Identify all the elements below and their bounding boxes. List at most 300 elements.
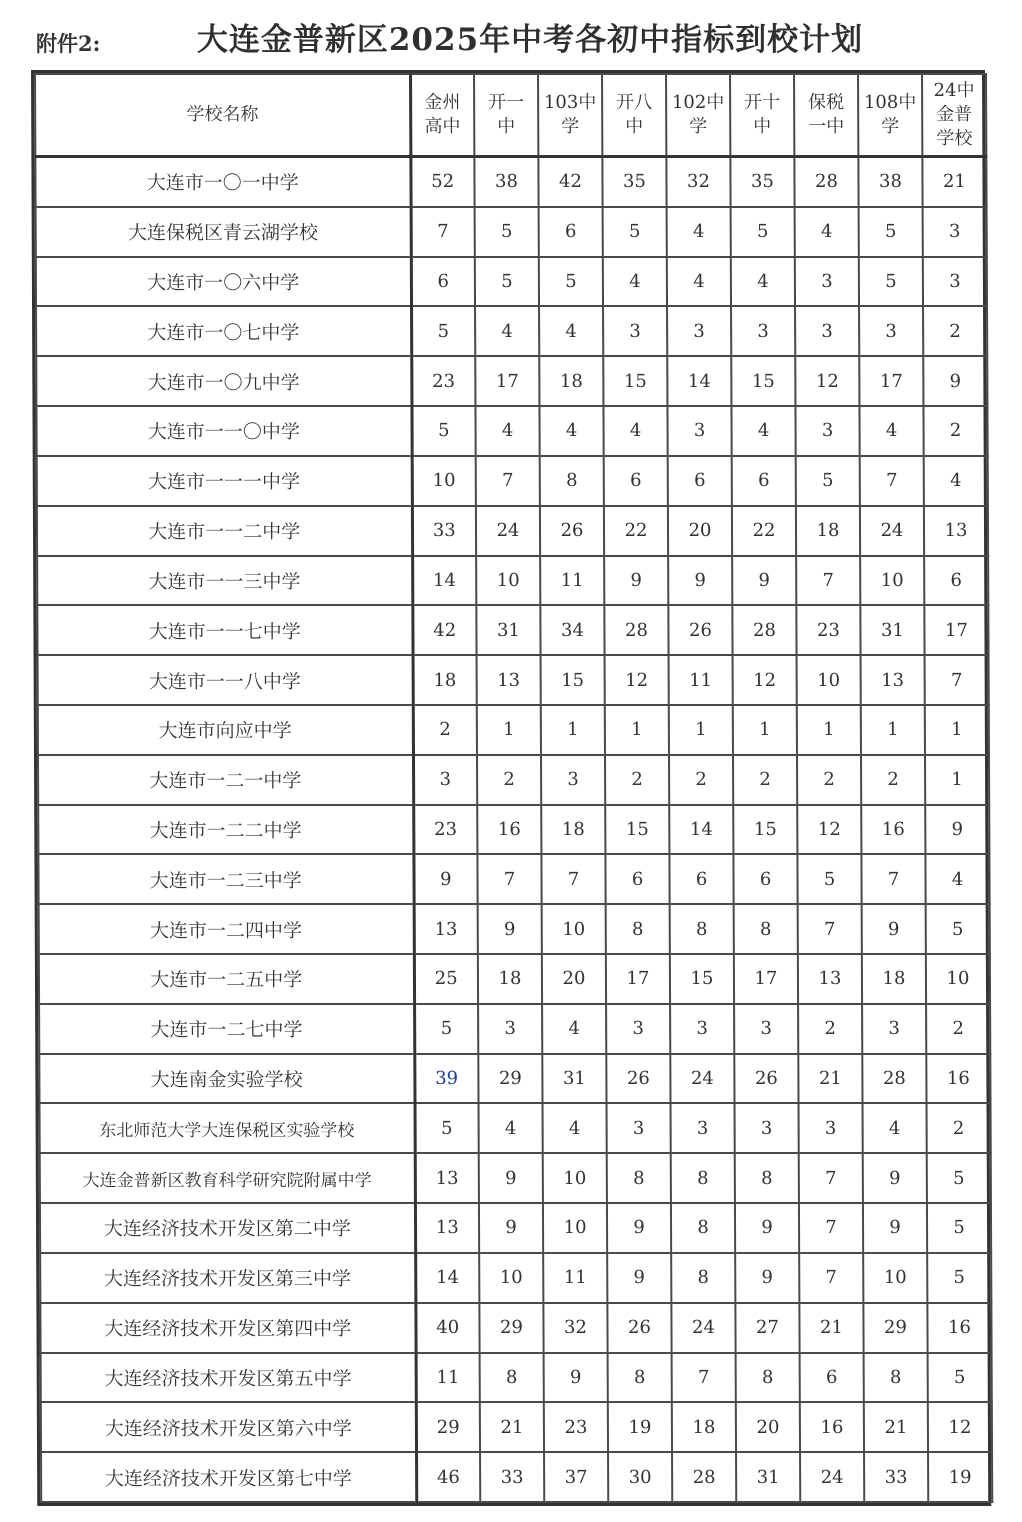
quota-cell: 5 bbox=[603, 207, 667, 257]
quota-cell: 17 bbox=[924, 605, 988, 655]
table-row bbox=[40, 1303, 991, 1353]
quota-cell: 4 bbox=[924, 456, 988, 506]
column-header-line: 中 bbox=[753, 116, 772, 137]
quota-cell: 1 bbox=[925, 705, 989, 755]
quota-cell: 7 bbox=[541, 854, 605, 904]
quota-cell: 33 bbox=[864, 1452, 928, 1502]
quota-cell: 3 bbox=[799, 1103, 863, 1153]
column-header-line: 开八 bbox=[616, 92, 653, 113]
quota-cell: 7 bbox=[861, 854, 925, 904]
quota-cell: 17 bbox=[475, 356, 539, 406]
quota-cell: 34 bbox=[540, 605, 604, 655]
quota-cell: 5 bbox=[475, 257, 539, 307]
quota-cell: 21 bbox=[799, 1303, 863, 1353]
quota-cell: 35 bbox=[602, 157, 666, 207]
quota-cell: 14 bbox=[415, 1253, 479, 1303]
school-name-cell: 大连市一二三中学 bbox=[38, 854, 413, 904]
quota-cell: 5 bbox=[859, 207, 923, 257]
quota-cell: 26 bbox=[606, 1054, 670, 1104]
quota-cell: 13 bbox=[861, 655, 925, 705]
quota-cell: 3 bbox=[478, 1004, 542, 1054]
school-name-cell: 大连市一〇九中学 bbox=[36, 356, 411, 406]
quota-cell: 38 bbox=[858, 157, 922, 207]
quota-cell: 8 bbox=[671, 1203, 735, 1253]
quota-cell: 8 bbox=[607, 1153, 671, 1203]
quota-cell: 52 bbox=[410, 157, 474, 207]
quota-cell: 5 bbox=[539, 257, 603, 307]
quota-cell: 8 bbox=[864, 1353, 928, 1403]
quota-cell: 11 bbox=[669, 655, 733, 705]
school-name-cell: 大连市向应中学 bbox=[38, 705, 413, 755]
quota-cell: 12 bbox=[928, 1402, 992, 1452]
quota-cell: 7 bbox=[799, 1153, 863, 1203]
quota-cell: 14 bbox=[412, 556, 476, 606]
school-name-header: 学校名称 bbox=[35, 74, 410, 157]
quota-cell: 9 bbox=[478, 904, 542, 954]
quota-cell: 11 bbox=[543, 1253, 607, 1303]
quota-cell: 3 bbox=[541, 755, 605, 805]
quota-cell: 35 bbox=[730, 157, 794, 207]
quota-cell: 2 bbox=[861, 755, 925, 805]
table-row bbox=[39, 904, 990, 954]
table-row bbox=[40, 1253, 991, 1303]
table-row bbox=[41, 1402, 992, 1452]
quota-cell: 10 bbox=[412, 456, 476, 506]
quota-cell: 8 bbox=[734, 904, 798, 954]
column-header-line: 开一 bbox=[488, 92, 525, 113]
quota-cell: 6 bbox=[604, 456, 668, 506]
quota-cell: 3 bbox=[734, 1004, 798, 1054]
quota-cell: 8 bbox=[671, 1253, 735, 1303]
column-header-line: 学校 bbox=[936, 128, 973, 149]
quota-cell: 7 bbox=[798, 904, 862, 954]
quota-cell: 20 bbox=[542, 954, 606, 1004]
quota-cell: 6 bbox=[732, 456, 796, 506]
quota-cell: 1 bbox=[797, 705, 861, 755]
quota-cell: 8 bbox=[671, 1153, 735, 1203]
quota-cell: 10 bbox=[797, 655, 861, 705]
school-name-cell: 大连市一二一中学 bbox=[38, 755, 413, 805]
quota-cell: 15 bbox=[733, 805, 797, 855]
table-row bbox=[39, 1004, 990, 1054]
quota-cell: 3 bbox=[667, 406, 731, 456]
quota-cell: 17 bbox=[734, 954, 798, 1004]
quota-table bbox=[34, 73, 993, 1503]
quota-cell: 3 bbox=[670, 1004, 734, 1054]
quota-cell: 19 bbox=[928, 1452, 992, 1502]
quota-cell: 9 bbox=[862, 904, 926, 954]
quota-cell: 3 bbox=[862, 1004, 926, 1054]
quota-cell: 1 bbox=[477, 705, 541, 755]
quota-cell: 7 bbox=[477, 854, 541, 904]
school-name-cell: 大连市一二二中学 bbox=[38, 805, 413, 855]
quota-cell: 4 bbox=[603, 406, 667, 456]
column-header bbox=[922, 74, 986, 157]
quota-cell: 3 bbox=[795, 406, 859, 456]
quota-cell: 8 bbox=[608, 1353, 672, 1403]
quota-cell: 5 bbox=[731, 207, 795, 257]
school-name-cell: 大连市一二七中学 bbox=[39, 1004, 414, 1054]
quota-cell: 15 bbox=[603, 356, 667, 406]
quota-cell: 16 bbox=[477, 805, 541, 855]
quota-cell: 18 bbox=[862, 954, 926, 1004]
quota-cell: 2 bbox=[926, 1004, 990, 1054]
quota-cell: 1 bbox=[861, 705, 925, 755]
quota-cell: 21 bbox=[798, 1054, 862, 1104]
quota-cell: 42 bbox=[538, 157, 602, 207]
quota-cell: 6 bbox=[800, 1353, 864, 1403]
quota-cell: 25 bbox=[414, 954, 478, 1004]
quota-cell: 23 bbox=[411, 356, 475, 406]
quota-cell: 8 bbox=[606, 904, 670, 954]
column-header-line: 金普 bbox=[936, 104, 973, 125]
quota-cell: 1 bbox=[605, 705, 669, 755]
quota-cell: 2 bbox=[413, 705, 477, 755]
table-row bbox=[37, 456, 988, 506]
quota-cell: 4 bbox=[475, 306, 539, 356]
quota-cell: 32 bbox=[666, 157, 730, 207]
quota-cell: 24 bbox=[671, 1303, 735, 1353]
quota-cell: 10 bbox=[542, 904, 606, 954]
quota-cell: 18 bbox=[413, 655, 477, 705]
quota-cell: 13 bbox=[415, 1203, 479, 1253]
quota-cell: 3 bbox=[606, 1004, 670, 1054]
quota-cell: 3 bbox=[603, 306, 667, 356]
quota-cell: 4 bbox=[543, 1103, 607, 1153]
school-name-cell: 大连市一一〇中学 bbox=[36, 406, 411, 456]
quota-cell: 26 bbox=[668, 605, 732, 655]
school-name-cell: 东北师范大学大连保税区实验学校 bbox=[40, 1103, 415, 1153]
quota-cell: 9 bbox=[413, 854, 477, 904]
quota-cell: 3 bbox=[667, 306, 731, 356]
quota-cell: 21 bbox=[480, 1402, 544, 1452]
quota-cell: 5 bbox=[927, 1253, 991, 1303]
quota-cell: 2 bbox=[798, 1004, 862, 1054]
quota-cell: 20 bbox=[736, 1402, 800, 1452]
quota-cell: 9 bbox=[863, 1203, 927, 1253]
quota-cell: 5 bbox=[859, 257, 923, 307]
quota-cell: 10 bbox=[860, 556, 924, 606]
quota-cell: 2 bbox=[669, 755, 733, 805]
table-row bbox=[38, 805, 989, 855]
quota-cell: 14 bbox=[667, 356, 731, 406]
quota-cell: 31 bbox=[476, 605, 540, 655]
quota-cell: 5 bbox=[797, 854, 861, 904]
quota-cell: 8 bbox=[670, 904, 734, 954]
quota-cell: 33 bbox=[412, 506, 476, 556]
quota-cell: 37 bbox=[544, 1452, 608, 1502]
document-title: 大连金普新区2025年中考各初中指标到校计划 bbox=[196, 22, 864, 58]
quota-cell: 14 bbox=[669, 805, 733, 855]
quota-cell: 7 bbox=[799, 1253, 863, 1303]
table-row bbox=[37, 605, 988, 655]
table-row bbox=[36, 406, 987, 456]
table-row bbox=[36, 306, 987, 356]
table-header bbox=[35, 74, 986, 157]
quota-cell: 18 bbox=[541, 805, 605, 855]
quota-cell: 27 bbox=[735, 1303, 799, 1353]
quota-cell: 39 bbox=[414, 1054, 478, 1104]
column-header bbox=[538, 74, 602, 157]
quota-cell: 5 bbox=[411, 306, 475, 356]
quota-cell: 4 bbox=[475, 406, 539, 456]
quota-cell: 16 bbox=[927, 1303, 991, 1353]
quota-cell: 18 bbox=[672, 1402, 736, 1452]
table-row bbox=[40, 1103, 991, 1153]
quota-cell: 4 bbox=[539, 306, 603, 356]
quota-cell: 29 bbox=[416, 1402, 480, 1452]
quota-cell: 15 bbox=[731, 356, 795, 406]
school-name-cell: 大连经济技术开发区第四中学 bbox=[40, 1303, 415, 1353]
quota-cell: 4 bbox=[731, 257, 795, 307]
quota-cell: 42 bbox=[412, 605, 476, 655]
quota-cell: 13 bbox=[415, 1153, 479, 1203]
quota-cell: 4 bbox=[542, 1004, 606, 1054]
quota-cell: 4 bbox=[539, 406, 603, 456]
school-name-cell: 大连市一一一中学 bbox=[37, 456, 412, 506]
table-row bbox=[38, 755, 989, 805]
quota-cell: 2 bbox=[927, 1103, 991, 1153]
column-header-line: 学 bbox=[689, 116, 708, 137]
quota-cell: 9 bbox=[479, 1203, 543, 1253]
quota-cell: 38 bbox=[474, 157, 538, 207]
quota-cell: 1 bbox=[541, 705, 605, 755]
school-name-cell: 大连市一一二中学 bbox=[37, 506, 412, 556]
quota-cell: 1 bbox=[669, 705, 733, 755]
quota-cell: 28 bbox=[862, 1054, 926, 1104]
school-name-cell: 大连经济技术开发区第二中学 bbox=[40, 1203, 415, 1253]
quota-cell: 21 bbox=[864, 1402, 928, 1452]
quota-cell: 9 bbox=[735, 1253, 799, 1303]
quota-cell: 16 bbox=[800, 1402, 864, 1452]
table-body bbox=[35, 157, 992, 1503]
table-row bbox=[36, 207, 987, 257]
quota-cell: 9 bbox=[607, 1253, 671, 1303]
quota-cell: 13 bbox=[414, 904, 478, 954]
quota-cell: 4 bbox=[731, 406, 795, 456]
quota-cell: 9 bbox=[923, 356, 987, 406]
school-name-cell: 大连市一二四中学 bbox=[39, 904, 414, 954]
quota-cell: 15 bbox=[670, 954, 734, 1004]
quota-cell: 2 bbox=[923, 406, 987, 456]
table-row bbox=[36, 257, 987, 307]
quota-cell: 17 bbox=[606, 954, 670, 1004]
table-row bbox=[38, 705, 989, 755]
column-header-line: 一中 bbox=[808, 116, 845, 137]
quota-cell: 23 bbox=[544, 1402, 608, 1452]
table-row bbox=[40, 1203, 991, 1253]
quota-cell: 9 bbox=[735, 1203, 799, 1253]
quota-cell: 15 bbox=[541, 655, 605, 705]
quota-cell: 9 bbox=[607, 1203, 671, 1253]
quota-cell: 8 bbox=[540, 456, 604, 506]
quota-cell: 10 bbox=[476, 556, 540, 606]
quota-cell: 5 bbox=[411, 406, 475, 456]
quota-cell: 5 bbox=[414, 1004, 478, 1054]
quota-cell: 20 bbox=[668, 506, 732, 556]
school-name-cell: 大连经济技术开发区第七中学 bbox=[41, 1452, 416, 1502]
table-row bbox=[39, 1054, 990, 1104]
school-name-cell: 大连金普新区教育科学研究院附属中学 bbox=[40, 1153, 415, 1203]
quota-cell: 7 bbox=[476, 456, 540, 506]
column-header-line: 108中 bbox=[863, 92, 917, 113]
quota-cell: 18 bbox=[796, 506, 860, 556]
quota-cell: 28 bbox=[732, 605, 796, 655]
quota-cell: 28 bbox=[794, 157, 858, 207]
column-header-line: 102中 bbox=[671, 92, 725, 113]
quota-cell: 4 bbox=[795, 207, 859, 257]
quota-cell: 16 bbox=[861, 805, 925, 855]
column-header-line: 金州 bbox=[424, 92, 461, 113]
quota-cell: 19 bbox=[608, 1402, 672, 1452]
quota-cell: 6 bbox=[411, 257, 475, 307]
column-header-line: 高中 bbox=[424, 116, 461, 137]
quota-cell: 5 bbox=[928, 1353, 992, 1403]
quota-cell: 28 bbox=[672, 1452, 736, 1502]
school-name-cell: 大连市一二五中学 bbox=[39, 954, 414, 1004]
quota-cell: 9 bbox=[604, 556, 668, 606]
school-name-cell: 大连市一一七中学 bbox=[37, 605, 412, 655]
quota-cell: 4 bbox=[603, 257, 667, 307]
quota-cell: 29 bbox=[479, 1303, 543, 1353]
quota-cell: 4 bbox=[863, 1103, 927, 1153]
quota-cell: 26 bbox=[540, 506, 604, 556]
quota-cell: 9 bbox=[544, 1353, 608, 1403]
quota-cell: 23 bbox=[413, 805, 477, 855]
quota-cell: 8 bbox=[735, 1153, 799, 1203]
quota-cell: 32 bbox=[543, 1303, 607, 1353]
quota-cell: 7 bbox=[672, 1353, 736, 1403]
attachment-label: 附件2: bbox=[36, 31, 101, 56]
table-row bbox=[39, 954, 990, 1004]
table-row bbox=[38, 655, 989, 705]
quota-cell: 9 bbox=[925, 805, 989, 855]
table-row bbox=[37, 506, 988, 556]
quota-cell: 24 bbox=[800, 1452, 864, 1502]
column-header-line: 保税 bbox=[808, 92, 845, 113]
column-header bbox=[602, 74, 666, 157]
quota-cell: 18 bbox=[478, 954, 542, 1004]
quota-cell: 29 bbox=[863, 1303, 927, 1353]
school-name-cell: 大连市一一三中学 bbox=[37, 556, 412, 606]
table-row bbox=[35, 157, 986, 207]
quota-cell: 31 bbox=[860, 605, 924, 655]
quota-cell: 5 bbox=[475, 207, 539, 257]
quota-cell: 4 bbox=[925, 854, 989, 904]
quota-cell: 3 bbox=[735, 1103, 799, 1153]
quota-cell: 7 bbox=[796, 556, 860, 606]
school-name-cell: 大连市一〇一中学 bbox=[35, 157, 410, 207]
quota-cell: 12 bbox=[605, 655, 669, 705]
table-row bbox=[40, 1153, 991, 1203]
quota-cell: 9 bbox=[668, 556, 732, 606]
quota-cell: 22 bbox=[732, 506, 796, 556]
quota-cell: 46 bbox=[416, 1452, 480, 1502]
quota-cell: 3 bbox=[923, 257, 987, 307]
quota-cell: 10 bbox=[543, 1153, 607, 1203]
quota-cell: 13 bbox=[477, 655, 541, 705]
quota-cell: 24 bbox=[476, 506, 540, 556]
quota-cell: 30 bbox=[608, 1452, 672, 1502]
quota-cell: 5 bbox=[926, 904, 990, 954]
quota-cell: 9 bbox=[863, 1153, 927, 1203]
table-row bbox=[38, 854, 989, 904]
quota-cell: 2 bbox=[477, 755, 541, 805]
column-header-line: 103中 bbox=[543, 92, 597, 113]
quota-cell: 29 bbox=[478, 1054, 542, 1104]
quota-cell: 6 bbox=[924, 556, 988, 606]
school-name-cell: 大连经济技术开发区第六中学 bbox=[41, 1402, 416, 1452]
school-name-cell: 大连市一〇六中学 bbox=[36, 257, 411, 307]
quota-cell: 4 bbox=[667, 207, 731, 257]
quota-cell: 5 bbox=[796, 456, 860, 506]
column-header-line: 学 bbox=[561, 116, 580, 137]
quota-cell: 6 bbox=[669, 854, 733, 904]
quota-cell: 3 bbox=[795, 306, 859, 356]
quota-cell: 3 bbox=[795, 257, 859, 307]
quota-cell: 5 bbox=[927, 1203, 991, 1253]
quota-cell: 11 bbox=[540, 556, 604, 606]
quota-cell: 22 bbox=[604, 506, 668, 556]
quota-cell: 10 bbox=[863, 1253, 927, 1303]
quota-cell: 3 bbox=[413, 755, 477, 805]
column-header bbox=[858, 74, 922, 157]
table-row bbox=[36, 356, 987, 406]
quota-cell: 7 bbox=[860, 456, 924, 506]
column-header-line: 开十 bbox=[744, 92, 781, 113]
column-header bbox=[666, 74, 730, 157]
column-header bbox=[794, 74, 858, 157]
quota-cell: 33 bbox=[480, 1452, 544, 1502]
quota-cell: 13 bbox=[924, 506, 988, 556]
quota-cell: 13 bbox=[798, 954, 862, 1004]
school-name-cell: 大连市一一八中学 bbox=[38, 655, 413, 705]
column-header bbox=[730, 74, 794, 157]
quota-cell: 7 bbox=[925, 655, 989, 705]
quota-cell: 3 bbox=[859, 306, 923, 356]
quota-cell: 4 bbox=[479, 1103, 543, 1153]
school-name-cell: 大连经济技术开发区第五中学 bbox=[41, 1353, 416, 1403]
table-row bbox=[41, 1452, 992, 1502]
header-row bbox=[35, 74, 986, 157]
quota-table-frame bbox=[31, 70, 991, 1506]
school-name-cell: 大连市一〇七中学 bbox=[36, 306, 411, 356]
quota-cell: 5 bbox=[927, 1153, 991, 1203]
quota-cell: 10 bbox=[479, 1253, 543, 1303]
quota-cell: 6 bbox=[605, 854, 669, 904]
quota-cell: 2 bbox=[797, 755, 861, 805]
column-header-line: 24中 bbox=[933, 80, 975, 101]
quota-cell: 2 bbox=[605, 755, 669, 805]
quota-cell: 6 bbox=[539, 207, 603, 257]
column-header bbox=[474, 74, 538, 157]
quota-cell: 24 bbox=[860, 506, 924, 556]
quota-cell: 16 bbox=[926, 1054, 990, 1104]
quota-cell: 1 bbox=[733, 705, 797, 755]
school-name-cell: 大连南金实验学校 bbox=[39, 1054, 414, 1104]
quota-cell: 6 bbox=[733, 854, 797, 904]
quota-cell: 17 bbox=[859, 356, 923, 406]
quota-cell: 12 bbox=[797, 805, 861, 855]
quota-cell: 2 bbox=[923, 306, 987, 356]
quota-cell: 3 bbox=[923, 207, 987, 257]
quota-cell: 3 bbox=[671, 1103, 735, 1153]
quota-cell: 8 bbox=[480, 1353, 544, 1403]
quota-cell: 8 bbox=[736, 1353, 800, 1403]
column-header-line: 中 bbox=[625, 116, 644, 137]
school-name-cell: 大连经济技术开发区第三中学 bbox=[40, 1253, 415, 1303]
quota-cell: 21 bbox=[922, 157, 986, 207]
